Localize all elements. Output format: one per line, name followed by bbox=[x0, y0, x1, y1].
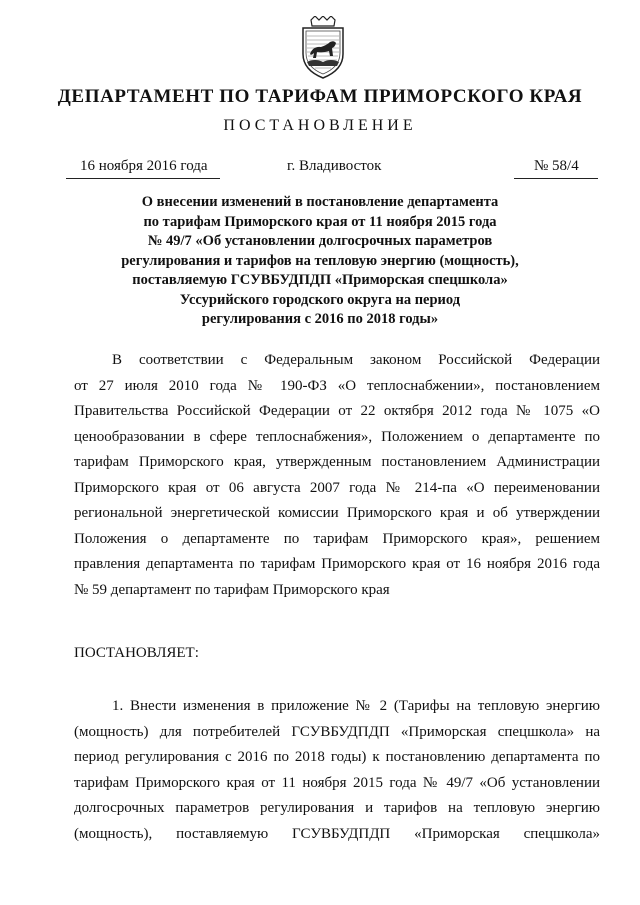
item-1-line: (мощность) для потребителей ГСУВБУДПДП «Приморская спецшкола» на bbox=[74, 723, 600, 740]
preamble-line: тарифам Приморского края, утвержденным постановлением Администрации bbox=[74, 454, 600, 470]
item-1-line: 1. Внести изменения в приложение № 2 (Тарифы на тепловую энергию bbox=[112, 698, 600, 714]
document-city: г. Владивосток bbox=[287, 158, 382, 174]
item-1-line: (мощность), поставляемую ГСУВБУДПДП «Приморская спецшкола» bbox=[74, 825, 600, 842]
preamble-line: Приморского края от 06 августа 2007 года № 214-па «О переименовании bbox=[74, 479, 600, 496]
document-title bbox=[80, 193, 560, 330]
coat-of-arms-icon bbox=[297, 16, 349, 80]
preamble-line: № 59 департамент по тарифам Приморского края bbox=[74, 581, 390, 598]
preamble-line: ценообразовании в сфере теплоснабжения», Положением о департаменте по bbox=[74, 428, 600, 445]
preamble-line: правления департамента по тарифам Приморского края от 16 ноября 2016 года bbox=[74, 556, 600, 572]
item-1-line: период регулирования с 2016 по 2018 годы) к постановлению департамента по bbox=[74, 749, 600, 765]
preamble-line: региональной энергетической комиссии Приморского края и об утверждении bbox=[74, 505, 600, 521]
title-line: регулирования с 2016 по 2018 годы» bbox=[201, 311, 439, 327]
number-underline bbox=[514, 178, 598, 179]
item-1-line: тарифам Приморского края от 11 ноября 2015 года № 49/7 «Об установлении bbox=[74, 774, 600, 791]
title-line: О внесении изменений в постановление департамента bbox=[141, 194, 499, 210]
date-underline bbox=[66, 178, 220, 179]
document-date: 16 ноября 2016 года bbox=[80, 158, 208, 174]
document-number: № 58/4 bbox=[534, 158, 579, 174]
preamble-line: от 27 июля 2010 года № 190-ФЗ «О теплоснабжении», постановлением bbox=[74, 377, 600, 394]
preamble-line: В соответствии с Федеральным законом Российской Федерации bbox=[112, 352, 600, 368]
ordain-heading: ПОСТАНОВЛЯЕТ: bbox=[74, 645, 199, 661]
title-line: по тарифам Приморского края от 11 ноября 2015 года bbox=[143, 213, 497, 230]
title-line: регулирования и тарифов на тепловую энергию (мощность), bbox=[121, 252, 519, 269]
item-1-paragraph bbox=[74, 694, 600, 847]
preamble-line: Правительства Российской Федерации от 22 октября 2012 года № 1075 «О bbox=[74, 403, 600, 419]
title-line: № 49/7 «Об установлении долгосрочных параметров bbox=[147, 233, 493, 249]
item-1-line: долгосрочных параметров регулирования и тарифов на тепловую энергию bbox=[74, 800, 600, 816]
preamble-paragraph bbox=[74, 348, 600, 603]
document-type: ПОСТАНОВЛЕНИЕ bbox=[223, 117, 417, 134]
preamble-line: Положения о департаменте по тарифам Приморского края», решением bbox=[74, 530, 600, 547]
title-line: Уссурийского городского округа на период bbox=[179, 291, 461, 308]
title-line: поставляемую ГСУВБУДПДП «Приморская спецшкола» bbox=[132, 272, 508, 288]
department-name: ДЕПАРТАМЕНТ ПО ТАРИФАМ ПРИМОРСКОГО КРАЯ bbox=[57, 86, 583, 107]
